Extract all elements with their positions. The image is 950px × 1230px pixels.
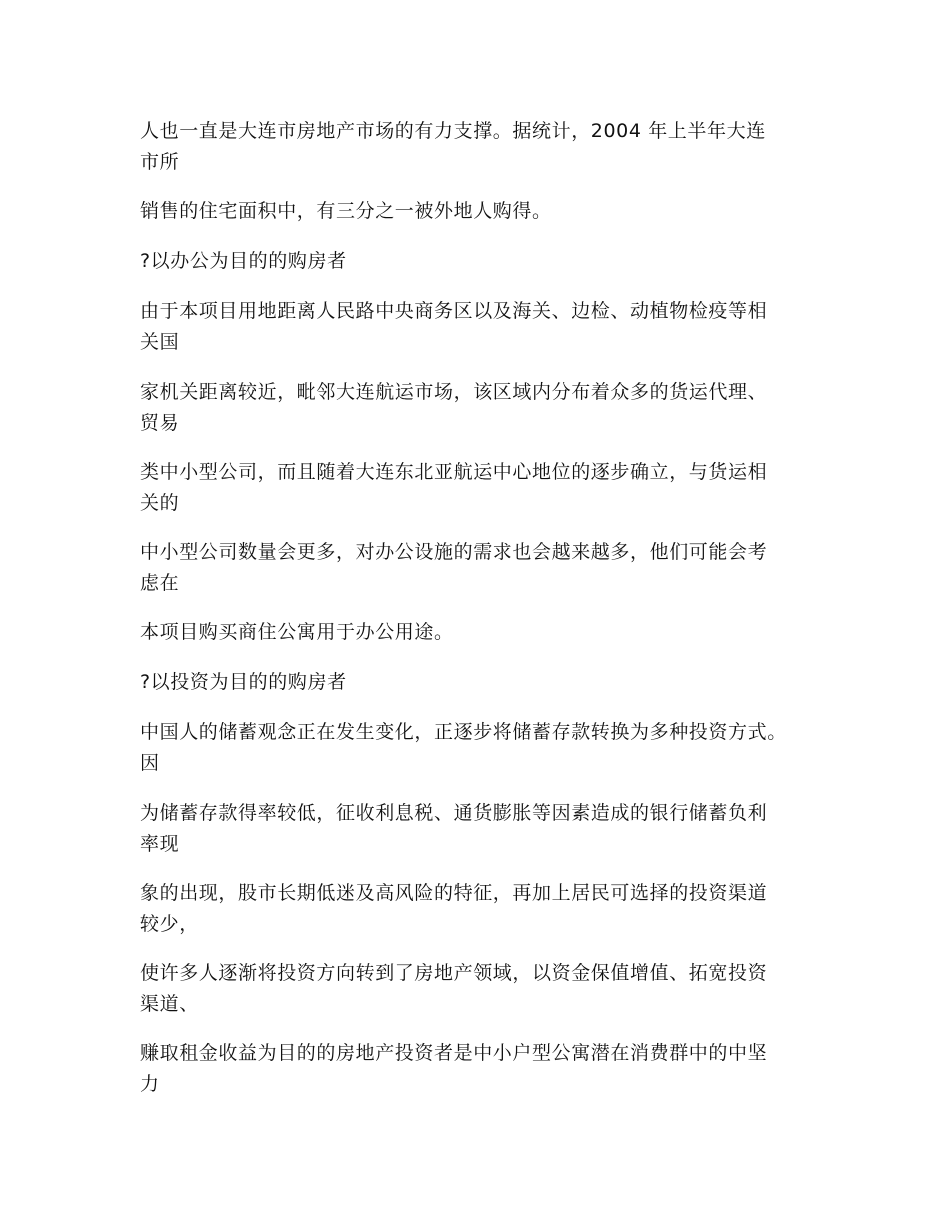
paragraph-1 [140,116,830,178]
paragraph-12 [140,878,830,940]
paragraph-2 [140,196,830,227]
text-line: 贸易 [140,412,180,434]
text-line: 虑在 [140,572,180,594]
text-line: 因 [140,752,160,774]
text-line: 关国 [140,331,180,353]
text-line: 中国人的储蓄观念正在发生变化，正逐步将储蓄存款转换为多种投资方式。 [140,721,787,743]
text-line: 家机关距离较近，毗邻大连航运市场，该区域内分布着众多的货运代理、 [140,381,768,403]
heading-investment-buyers [140,667,830,698]
paragraph-6 [140,457,830,519]
text-line: 较少， [140,913,199,935]
text-line: 市所 [140,151,180,173]
text-line: 赚取租金收益为目的的房地产投资者是中小户型公寓潜在消费群中的中坚 [140,1042,768,1064]
text-line: 销售的住宅面积中，有三分之一被外地人购得。 [140,200,552,222]
text-line: 关的 [140,492,180,514]
text-line: 象的出现，股市长期低迷及高风险的特征，再加上居民可选择的投资渠道 [140,882,768,904]
text-line: ?以办公为目的的购房者 [140,250,347,272]
text-line: 类中小型公司，而且随着大连东北亚航运中心地位的逐步确立，与货运相 [140,461,768,483]
text-line: 为储蓄存款得率较低，征收利息税、通货膨胀等因素造成的银行储蓄负利 [140,802,768,824]
text-line: 率现 [140,833,180,855]
text-line: 本项目购买商住公寓用于办公用途。 [140,621,454,643]
paragraph-4 [140,296,830,358]
paragraph-10 [140,717,830,779]
text-line: 力 [140,1073,160,1095]
paragraph-7 [140,537,830,599]
heading-office-buyers [140,246,830,277]
text-line: 渠道、 [140,993,199,1015]
paragraph-13 [140,958,830,1020]
paragraph-11 [140,798,830,860]
paragraph-14 [140,1038,830,1100]
paragraph-8 [140,617,830,648]
text-line: 使许多人逐渐将投资方向转到了房地产领域，以资金保值增值、拓宽投资 [140,962,768,984]
paragraph-5 [140,377,830,439]
text-line: 由于本项目用地距离人民路中央商务区以及海关、边检、动植物检疫等相 [140,300,768,322]
text-line: 人也一直是大连市房地产市场的有力支撑。据统计，2004 年上半年大连 [140,120,766,142]
text-line: ?以投资为目的的购房者 [140,671,347,693]
text-line: 中小型公司数量会更多，对办公设施的需求也会越来越多，他们可能会考 [140,541,768,563]
